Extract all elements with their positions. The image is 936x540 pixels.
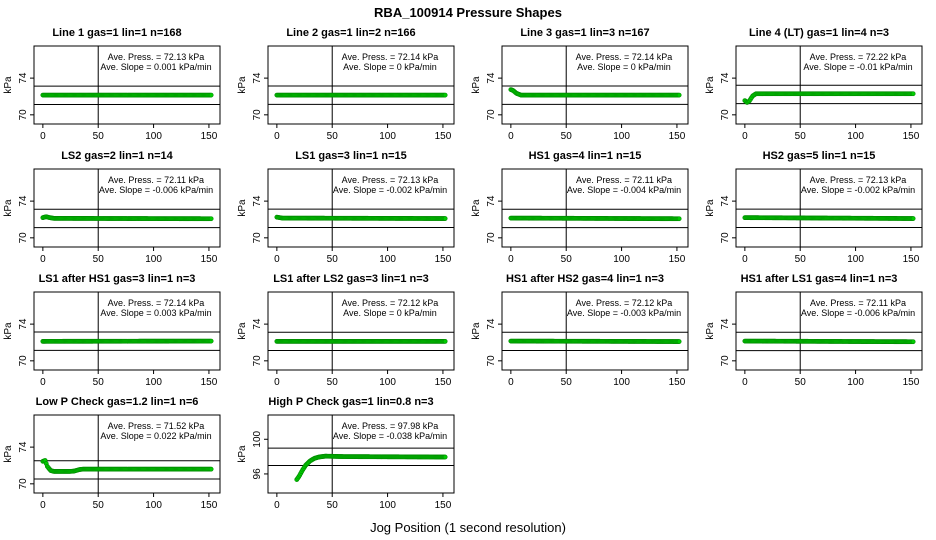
chart-panel-7: [468, 149, 702, 272]
data-series: [743, 92, 915, 105]
chart-panel-3: [468, 26, 702, 149]
ave-press-annotation: Ave. Press. = 72.14 kPa: [341, 52, 439, 62]
y-axis-label: kPa: [237, 322, 248, 340]
x-tick-label: 150: [902, 131, 920, 142]
x-tick-label: 50: [326, 131, 338, 142]
x-tick-label: 100: [145, 377, 162, 388]
x-tick-label: 0: [742, 377, 748, 388]
y-tick-label: 70: [18, 109, 29, 121]
x-tick-label: 100: [145, 131, 162, 142]
ave-slope-annotation: Ave. Slope = -0.01 kPa/min: [803, 62, 913, 72]
chart-panel-4: [702, 26, 936, 149]
x-tick-label: 100: [613, 131, 630, 142]
x-tick-label: 0: [274, 377, 280, 388]
ave-slope-annotation: Ave. Slope = 0 kPa/min: [343, 62, 437, 72]
x-tick-label: 50: [794, 254, 806, 265]
y-tick-label: 74: [18, 441, 29, 453]
x-tick-label: 50: [326, 377, 338, 388]
ave-slope-annotation: Ave. Slope = -0.003 kPa/min: [566, 308, 682, 318]
y-tick-label: 74: [18, 72, 29, 84]
ave-press-annotation: Ave. Press. = 72.12 kPa: [341, 298, 439, 308]
x-tick-label: 50: [92, 377, 104, 388]
x-tick-label: 150: [200, 500, 218, 511]
panel-plot: [468, 287, 702, 394]
data-series: [743, 339, 915, 344]
y-tick-label: 70: [252, 355, 263, 367]
x-tick-label: 0: [274, 131, 280, 142]
y-tick-label: 74: [18, 318, 29, 330]
y-axis-label: kPa: [237, 445, 248, 463]
x-tick-label: 150: [902, 254, 920, 265]
ave-press-annotation: Ave. Press. = 72.11 kPa: [810, 298, 906, 308]
panel-plot: [468, 164, 702, 271]
x-tick-label: 100: [379, 500, 396, 511]
x-tick-label: 150: [668, 254, 686, 265]
panel-title: HS1 gas=4 lin=1 n=15: [528, 150, 642, 162]
panel-plot: [0, 410, 234, 517]
y-tick-label: 70: [720, 232, 731, 244]
chart-panel-9: [0, 272, 234, 395]
x-tick-label: 150: [668, 131, 686, 142]
panel-plot: [234, 41, 468, 148]
x-tick-label: 150: [200, 377, 218, 388]
panel-plot: [234, 287, 468, 394]
page-title: RBA_100914 Pressure Shapes: [374, 5, 562, 20]
ave-press-annotation: Ave. Press. = 71.52 kPa: [107, 421, 205, 431]
x-tick-label: 150: [434, 131, 452, 142]
ave-press-annotation: Ave. Press. = 72.13 kPa: [341, 175, 439, 185]
data-series: [509, 216, 681, 221]
y-tick-label: 70: [18, 355, 29, 367]
panel-title: Low P Check gas=1.2 lin=1 n=6: [35, 396, 199, 408]
x-tick-label: 100: [379, 377, 396, 388]
ave-press-annotation: Ave. Press. = 72.12 kPa: [575, 298, 673, 308]
ave-slope-annotation: Ave. Slope = -0.038 kPa/min: [332, 431, 448, 441]
y-tick-label: 96: [252, 468, 263, 480]
ave-slope-annotation: Ave. Slope = -0.002 kPa/min: [800, 185, 916, 195]
panel-title: LS1 after HS1 gas=3 lin=1 n=3: [38, 273, 196, 285]
x-tick-label: 50: [326, 500, 338, 511]
y-tick-label: 74: [720, 195, 731, 207]
x-tick-label: 0: [40, 131, 46, 142]
x-tick-label: 100: [847, 131, 864, 142]
data-series: [275, 93, 447, 97]
chart-panel-12: [702, 272, 936, 395]
chart-panel-1: [0, 26, 234, 149]
y-tick-label: 70: [486, 232, 497, 244]
x-tick-label: 50: [560, 254, 572, 265]
y-tick-label: 100: [252, 430, 263, 448]
x-tick-label: 150: [902, 377, 920, 388]
x-tick-label: 100: [613, 377, 630, 388]
x-tick-label: 50: [92, 131, 104, 142]
chart-panel-10: [234, 272, 468, 395]
ave-slope-annotation: Ave. Slope = 0.001 kPa/min: [100, 62, 212, 72]
panel-plot: [0, 164, 234, 271]
panel-plot: [0, 41, 234, 148]
x-tick-label: 150: [434, 500, 452, 511]
ave-press-annotation: Ave. Press. = 72.11 kPa: [576, 175, 672, 185]
ave-slope-annotation: Ave. Slope = -0.006 kPa/min: [800, 308, 916, 318]
ave-slope-annotation: Ave. Slope = 0 kPa/min: [343, 308, 437, 318]
data-series: [509, 87, 681, 97]
y-tick-label: 74: [252, 195, 263, 207]
x-tick-label: 0: [274, 254, 280, 265]
y-tick-label: 70: [18, 478, 29, 490]
y-axis-label: kPa: [237, 199, 248, 217]
chart-panel-5: [0, 149, 234, 272]
data-series: [275, 339, 447, 343]
y-tick-label: 74: [720, 72, 731, 84]
ave-slope-annotation: Ave. Slope = 0.022 kPa/min: [100, 431, 212, 441]
chart-panel-11: [468, 272, 702, 395]
x-tick-label: 50: [560, 131, 572, 142]
panels-grid: [0, 26, 936, 518]
panel-plot: [234, 164, 468, 271]
y-axis-label: kPa: [471, 76, 482, 94]
panel-title: High P Check gas=1 lin=0.8 n=3: [268, 396, 434, 408]
x-tick-label: 50: [92, 254, 104, 265]
data-series: [509, 339, 681, 344]
x-tick-label: 50: [794, 377, 806, 388]
panel-title: Line 3 gas=1 lin=3 n=167: [520, 27, 650, 39]
panel-plot: [234, 410, 468, 517]
data-series: [41, 339, 213, 343]
data-series: [295, 454, 448, 482]
y-axis-label: kPa: [237, 76, 248, 94]
y-axis-label: kPa: [471, 322, 482, 340]
y-axis-label: kPa: [705, 199, 716, 217]
x-tick-label: 150: [434, 254, 452, 265]
y-tick-label: 70: [252, 109, 263, 121]
x-tick-label: 50: [92, 500, 104, 511]
x-tick-label: 100: [613, 254, 630, 265]
y-tick-label: 70: [720, 109, 731, 121]
chart-panel-2: [234, 26, 468, 149]
panel-plot: [468, 41, 702, 148]
x-tick-label: 0: [40, 500, 46, 511]
data-series: [743, 216, 915, 221]
panel-title: LS2 gas=2 lin=1 n=14: [61, 150, 173, 162]
x-tick-label: 100: [145, 500, 162, 511]
y-axis-label: kPa: [471, 199, 482, 217]
ave-slope-annotation: Ave. Slope = -0.006 kPa/min: [98, 185, 214, 195]
ave-slope-annotation: Ave. Slope = -0.004 kPa/min: [566, 185, 682, 195]
y-tick-label: 74: [252, 72, 263, 84]
panel-title: Line 4 (LT) gas=1 lin=4 n=3: [748, 27, 890, 39]
panel-plot: [702, 164, 936, 271]
x-tick-label: 100: [379, 254, 396, 265]
panel-plot: [702, 41, 936, 148]
y-axis-label: kPa: [705, 76, 716, 94]
ave-press-annotation: Ave. Press. = 97.98 kPa: [341, 421, 439, 431]
x-tick-label: 0: [508, 254, 514, 265]
y-tick-label: 74: [252, 318, 263, 330]
y-tick-label: 70: [486, 109, 497, 121]
panel-title: LS1 after LS2 gas=3 lin=1 n=3: [273, 273, 429, 285]
panel-title: HS1 after LS1 gas=4 lin=1 n=3: [740, 273, 898, 285]
ave-slope-annotation: Ave. Slope = 0.003 kPa/min: [100, 308, 212, 318]
ave-slope-annotation: Ave. Slope = 0 kPa/min: [577, 62, 671, 72]
y-tick-label: 70: [18, 232, 29, 244]
x-tick-label: 0: [40, 254, 46, 265]
panel-plot: [0, 287, 234, 394]
data-series: [41, 93, 213, 97]
data-series: [41, 215, 213, 221]
ave-press-annotation: Ave. Press. = 72.14 kPa: [107, 298, 205, 308]
x-tick-label: 100: [145, 254, 162, 265]
panel-title: HS1 after HS2 gas=4 lin=1 n=3: [505, 273, 665, 285]
y-tick-label: 74: [486, 195, 497, 207]
x-tick-label: 50: [794, 131, 806, 142]
y-axis-label: kPa: [3, 199, 14, 217]
panel-title: HS2 gas=5 lin=1 n=15: [762, 150, 876, 162]
y-tick-label: 74: [486, 72, 497, 84]
y-tick-label: 74: [720, 318, 731, 330]
y-tick-label: 70: [252, 232, 263, 244]
x-tick-label: 150: [200, 254, 218, 265]
ave-press-annotation: Ave. Press. = 72.13 kPa: [107, 52, 205, 62]
ave-press-annotation: Ave. Press. = 72.14 kPa: [575, 52, 673, 62]
y-axis-label: kPa: [3, 76, 14, 94]
panel-title: Line 1 gas=1 lin=1 n=168: [52, 27, 182, 39]
y-tick-label: 70: [486, 355, 497, 367]
ave-slope-annotation: Ave. Slope = -0.002 kPa/min: [332, 185, 448, 195]
x-tick-label: 0: [274, 500, 280, 511]
x-tick-label: 150: [200, 131, 218, 142]
ave-press-annotation: Ave. Press. = 72.13 kPa: [809, 175, 907, 185]
y-axis-label: kPa: [705, 322, 716, 340]
x-tick-label: 50: [560, 377, 572, 388]
y-tick-label: 74: [486, 318, 497, 330]
x-tick-label: 0: [742, 254, 748, 265]
panel-title: LS1 gas=3 lin=1 n=15: [295, 150, 407, 162]
x-tick-label: 100: [379, 131, 396, 142]
y-axis-label: kPa: [3, 322, 14, 340]
x-tick-label: 50: [326, 254, 338, 265]
x-tick-label: 100: [847, 377, 864, 388]
x-tick-label: 100: [847, 254, 864, 265]
chart-panel-13: [0, 395, 234, 518]
x-tick-label: 0: [742, 131, 748, 142]
y-tick-label: 74: [18, 195, 29, 207]
chart-panel-6: [234, 149, 468, 272]
x-tick-label: 0: [508, 377, 514, 388]
y-axis-label: kPa: [3, 445, 14, 463]
x-tick-label: 150: [434, 377, 452, 388]
chart-panel-14: [234, 395, 468, 518]
ave-press-annotation: Ave. Press. = 72.11 kPa: [108, 175, 204, 185]
panel-plot: [702, 287, 936, 394]
x-tick-label: 150: [668, 377, 686, 388]
x-tick-label: 0: [508, 131, 514, 142]
ave-press-annotation: Ave. Press. = 72.22 kPa: [809, 52, 907, 62]
panel-title: Line 2 gas=1 lin=2 n=166: [286, 27, 416, 39]
y-tick-label: 70: [720, 355, 731, 367]
x-axis-label: Jog Position (1 second resolution): [370, 520, 566, 535]
x-tick-label: 0: [40, 377, 46, 388]
chart-panel-8: [702, 149, 936, 272]
data-series: [275, 215, 447, 221]
